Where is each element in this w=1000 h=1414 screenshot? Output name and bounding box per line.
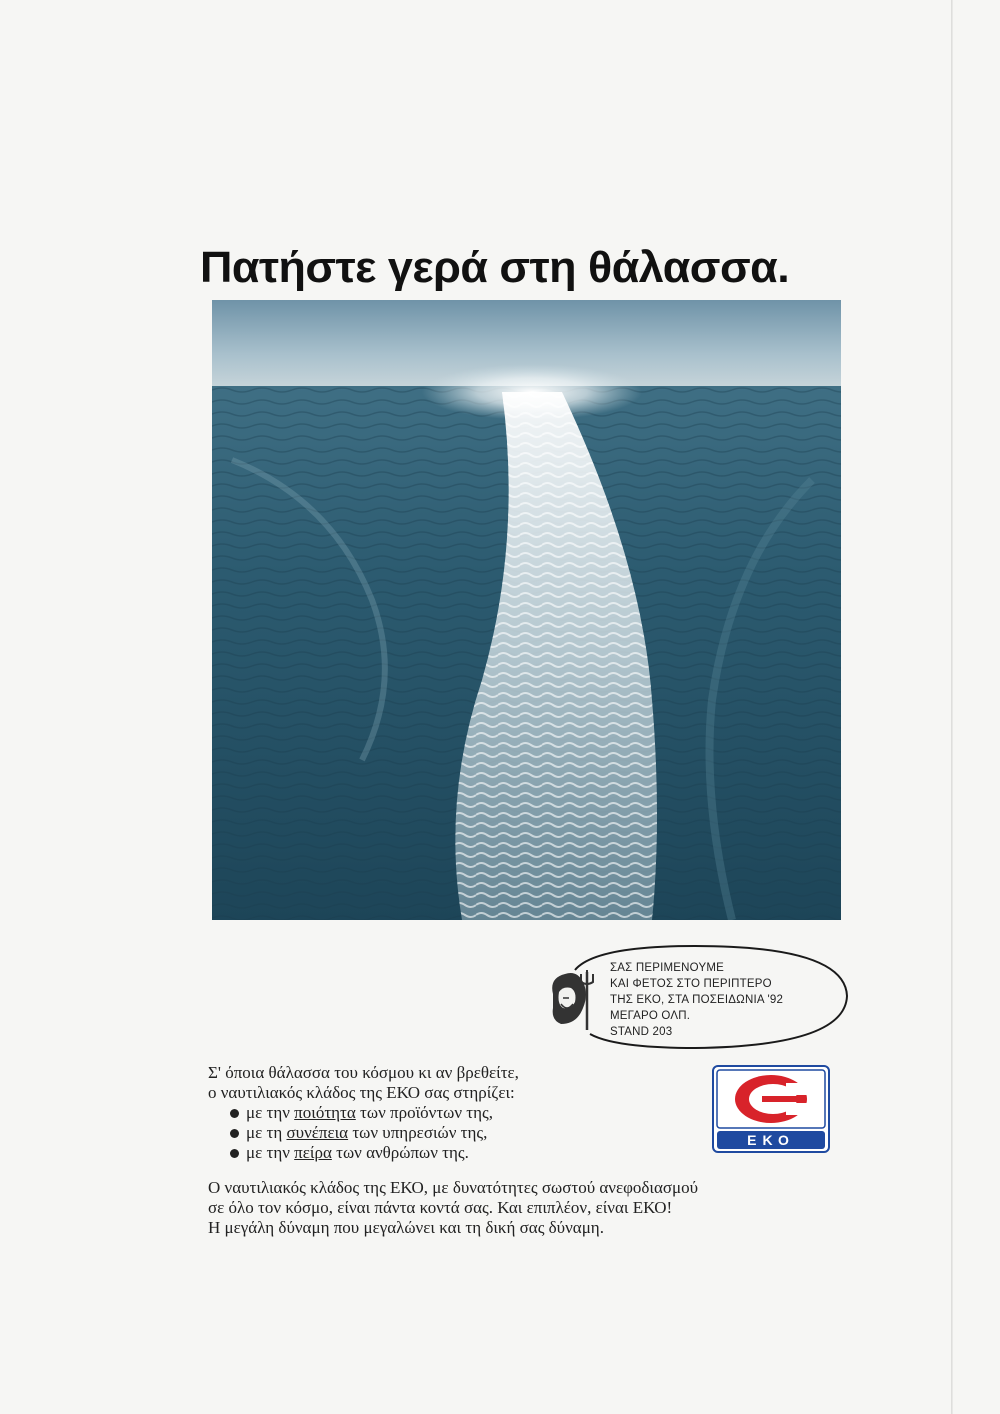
- sea-wake-photo: [212, 300, 841, 920]
- poseidon-icon: [543, 964, 603, 1032]
- poseidonia-notice: [535, 942, 851, 1052]
- bullet-item: [228, 1143, 698, 1163]
- bullet-text: με τη: [246, 1123, 287, 1142]
- notice-text: [610, 960, 783, 1040]
- bullet-list: [208, 1103, 698, 1163]
- bullet-text: με την: [246, 1103, 295, 1122]
- notice-line: ΤΗΣ ΕΚΟ, ΣΤΑ ΠΟΣΕΙΔΩΝΙΑ '92: [610, 994, 784, 1006]
- notice-line: ΣΑΣ ΠΕΡΙΜΕΝΟΥΜΕ: [610, 962, 724, 974]
- intro-line: Σ' όποια θάλασσα του κόσμου κι αν βρεθείτε,: [208, 1063, 519, 1082]
- bullet-text: των ανθρώπων της.: [331, 1143, 469, 1162]
- bullet-item: [228, 1103, 698, 1123]
- eko-logo-text: ΕΚΟ: [747, 1132, 795, 1148]
- closing-line: Ο ναυτιλιακός κλάδος της ΕΚΟ, με δυνατότητες σωστού ανεφοδιασμού: [208, 1178, 699, 1197]
- sea-photo: [212, 300, 841, 920]
- intro-line: ο ναυτιλιακός κλάδος της ΕΚΟ σας στηρίζει:: [208, 1083, 515, 1102]
- bullet-keyword: ποιότητα: [294, 1103, 356, 1122]
- page-edge: [951, 0, 953, 1414]
- notice-line: ΚΑΙ ΦΕΤΟΣ ΣΤΟ ΠΕΡΙΠΤΕΡΟ: [610, 978, 772, 990]
- bullet-text: των προϊόντων της,: [355, 1103, 493, 1122]
- intro-text: [208, 1063, 698, 1163]
- eko-logo: [712, 1065, 830, 1153]
- bullet-item: [228, 1123, 698, 1143]
- bullet-text: με την: [246, 1143, 295, 1162]
- notice-line: STAND 203: [610, 1026, 673, 1038]
- closing-line: σε όλο τον κόσμο, είναι πάντα κοντά σας. Και επιπλέον, είναι ΕΚΟ!: [208, 1198, 673, 1217]
- closing-text: [208, 1178, 838, 1238]
- bullet-keyword: συνέπεια: [286, 1123, 349, 1142]
- bullet-keyword: πείρα: [294, 1143, 332, 1162]
- bullet-text: των υπηρεσιών της,: [348, 1123, 488, 1142]
- headline: Πατήστε γερά στη θάλασσα.: [200, 243, 790, 292]
- closing-line: Η μεγάλη δύναμη που μεγαλώνει και τη δική σας δύναμη.: [208, 1218, 604, 1237]
- notice-line: ΜΕΓΑΡΟ ΟΛΠ.: [610, 1010, 691, 1022]
